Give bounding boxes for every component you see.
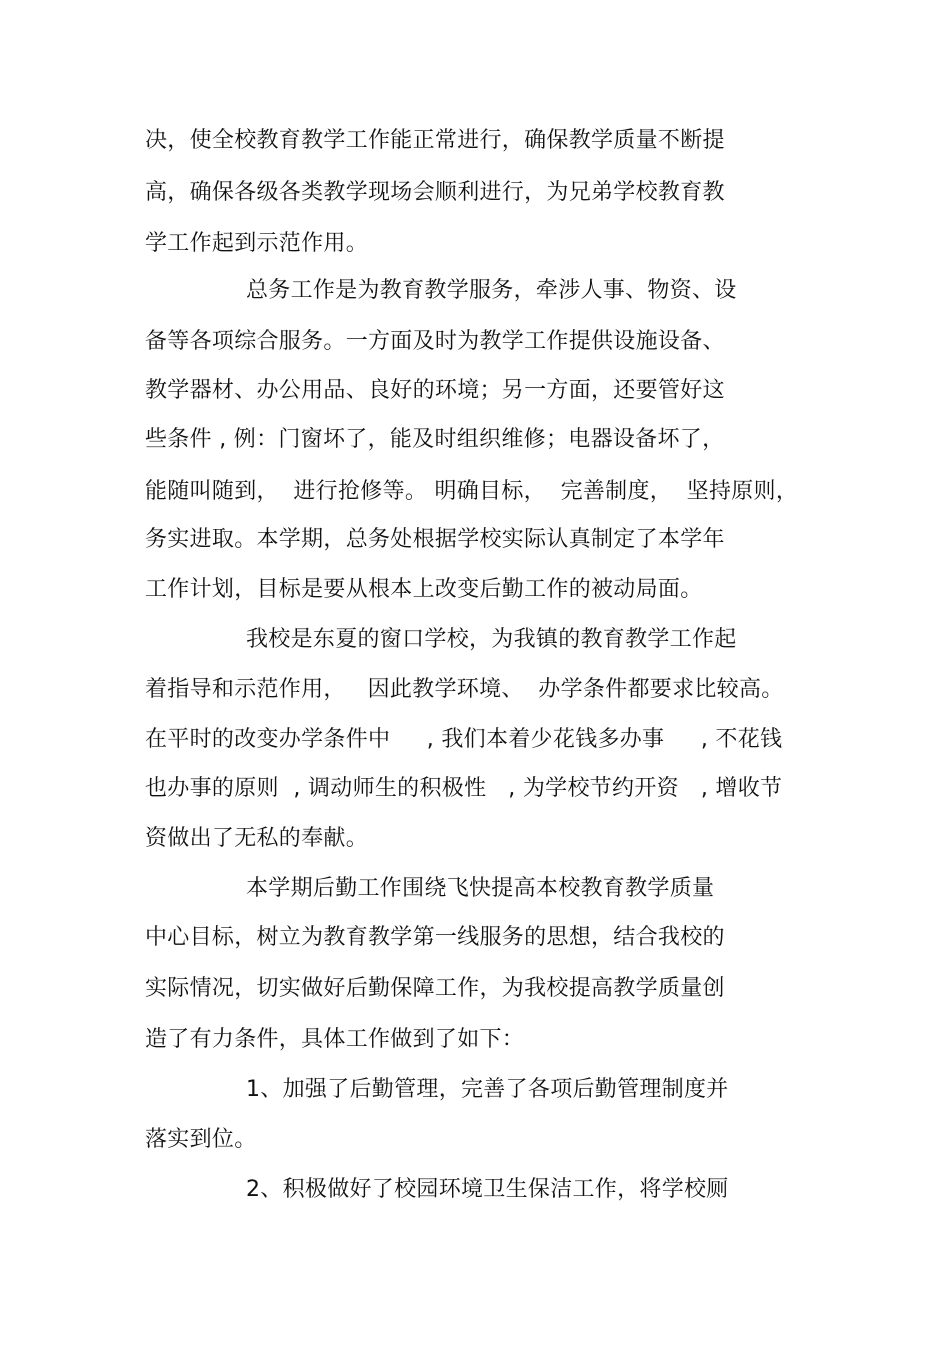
text-line: 些条件 , 例：门窗坏了，能及时组织维修；电器设备坏了， — [145, 427, 725, 452]
text-line: 也办事的原则 , 调动师生的积极性 , 为学校节约开资 , 增收节 — [145, 776, 783, 801]
text-line: 造了有力条件，具体工作做到了如下： — [145, 1027, 525, 1052]
text-line: 着指导和示范作用， 因此教学环境、 办学条件都要求比较高。 — [145, 677, 784, 702]
text-line: 教学器材、办公用品、良好的环境；另一方面，还要管好这 — [145, 378, 725, 403]
text-line: 备等各项综合服务。一方面及时为教学工作提供设施设备、 — [145, 329, 725, 354]
text-line: 工作计划，目标是要从根本上改变后勤工作的被动局面。 — [145, 577, 703, 602]
paragraph-first-line: 本学期后勤工作围绕飞快提高本校教育教学质量 — [246, 876, 715, 901]
text-line: 中心目标，树立为教育教学第一线服务的思想，结合我校的 — [145, 925, 725, 950]
text-line: 学工作起到示范作用。 — [145, 231, 369, 256]
text-line: 落实到位。 — [145, 1127, 257, 1152]
text-line: 资做出了无私的奉献。 — [145, 826, 369, 851]
paragraph-first-line: 我校是东夏的窗口学校，为我镇的教育教学工作起 — [246, 627, 737, 652]
paragraph-first-line: 总务工作是为教育教学服务，牵涉人事、物资、设 — [246, 278, 737, 303]
text-line: 在平时的改变办学条件中 , 我们本着少花钱多办事 , 不花钱 — [145, 727, 783, 752]
text-line: 务实进取。本学期，总务处根据学校实际认真制定了本学年 — [145, 527, 725, 552]
text-line: 实际情况，切实做好后勤保障工作，为我校提高教学质量创 — [145, 976, 725, 1001]
list-item-first-line: 1、加强了后勤管理，完善了各项后勤管理制度并 — [246, 1077, 729, 1102]
text-line: 能随叫随到， 进行抢修等。 明确目标， 完善制度， 坚持原则， — [145, 479, 799, 504]
text-line: 决，使全校教育教学工作能正常进行，确保教学质量不断提 — [145, 128, 725, 153]
text-line: 高，确保各级各类教学现场会顺利进行，为兄弟学校教育教 — [145, 180, 725, 205]
list-item-first-line: 2、积极做好了校园环境卫生保洁工作，将学校厕 — [246, 1177, 729, 1202]
